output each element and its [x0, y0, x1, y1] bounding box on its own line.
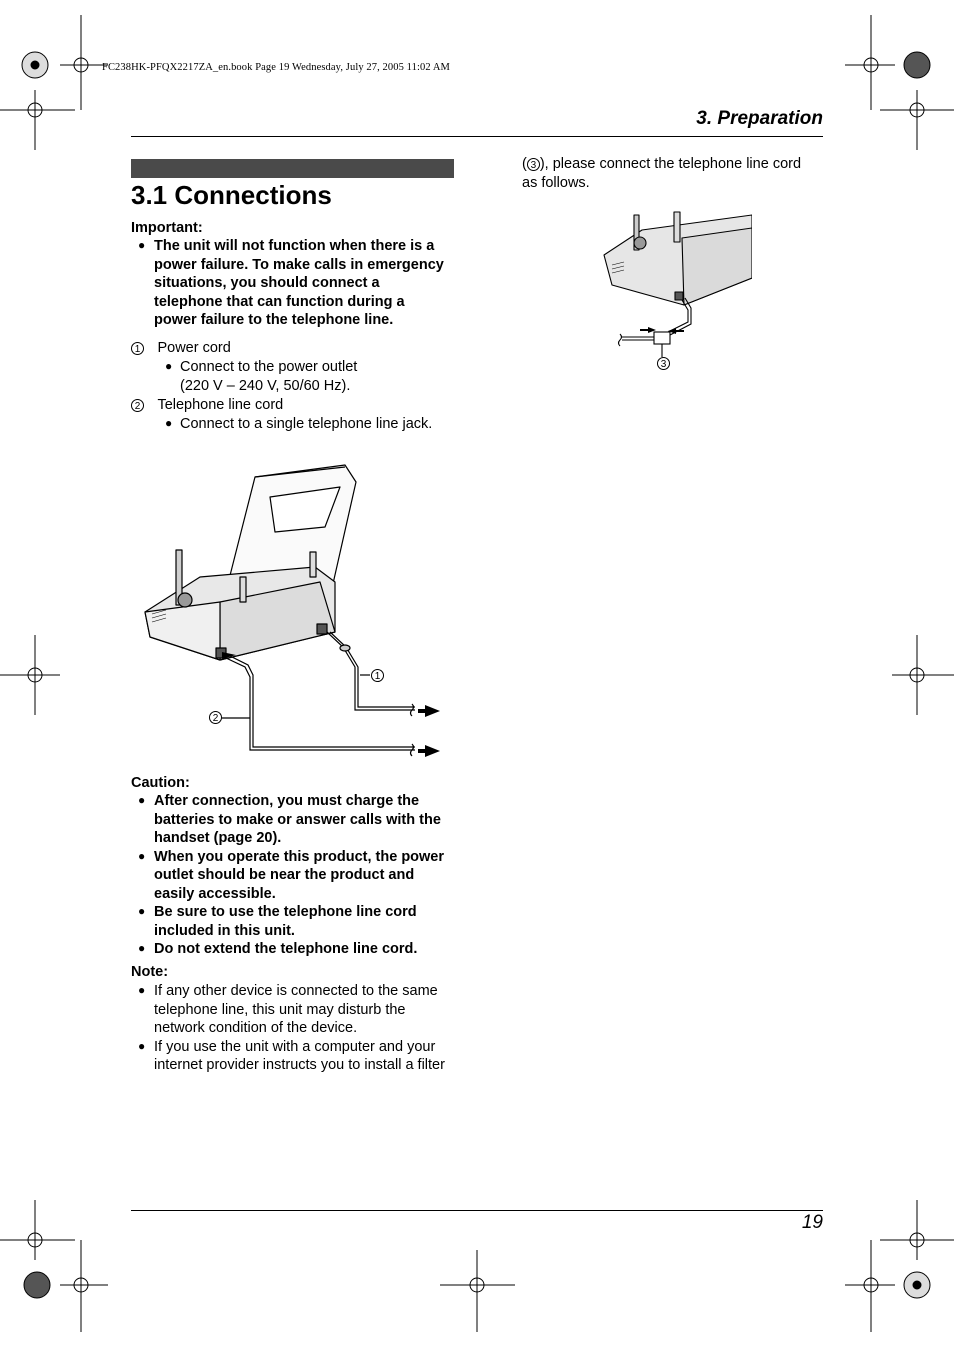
item-2 — [131, 396, 283, 415]
title-bar — [131, 159, 454, 178]
caution-item — [131, 940, 461, 959]
caution-item — [131, 848, 461, 904]
bullet-icon: ● — [138, 793, 146, 807]
callout-2: 2 — [209, 711, 222, 724]
footer-rule — [131, 1210, 823, 1211]
important-line: power failure. To make calls in emergency — [154, 256, 444, 273]
caution-line: Do not extend the telephone line cord. — [154, 941, 418, 957]
bullet-icon: ● — [138, 904, 146, 918]
bullet-icon: ● — [138, 941, 146, 955]
caution-line: After connection, you must charge the — [154, 793, 420, 809]
caution-line: When you operate this product, the power — [154, 848, 445, 865]
important-line: power failure to the telephone line. — [154, 312, 394, 328]
inline-number: 3 — [527, 158, 540, 171]
header-rule — [131, 136, 823, 137]
right-line-1-rest: ), please connect the telephone line cord — [539, 156, 802, 172]
caution-line: batteries to make or answer calls with the — [154, 811, 441, 828]
important-bullet: ● — [138, 238, 146, 252]
note-label: Note: — [131, 964, 169, 980]
caution-line: easily accessible. — [154, 885, 276, 902]
item-1-sub — [180, 358, 357, 395]
caution-label: Caution: — [131, 775, 190, 791]
caution-line: Be sure to use the telephone line cord — [154, 904, 417, 920]
note-line: network condition of the device. — [154, 1020, 358, 1036]
important-line: situations, you should connect a — [154, 275, 380, 291]
bullet-icon: ● — [138, 983, 146, 997]
item-sub-line: (220 V – 240 V, 50/60 Hz). — [180, 377, 351, 394]
caution-item — [131, 903, 461, 940]
right-line-1 — [522, 155, 801, 174]
item-number: 1 — [131, 342, 144, 355]
caution-line: included in this unit. — [154, 922, 295, 939]
filter-illustration — [602, 210, 752, 360]
note-item — [131, 1038, 461, 1075]
page-number: 19 — [801, 1212, 823, 1233]
item-2-sub: Connect to a single telephone line jack. — [180, 416, 433, 432]
note-line: internet provider instructs you to install a filter — [154, 1057, 445, 1073]
caution-item — [131, 792, 461, 848]
item-label: Power cord — [157, 340, 231, 356]
important-text — [154, 237, 444, 330]
important-label: Important: — [131, 220, 203, 236]
item-2-bullet: ● — [165, 416, 173, 430]
callout-3: 3 — [657, 357, 670, 370]
connections-illustration — [140, 462, 450, 762]
note-line: If any other device is connected to the same — [154, 983, 438, 999]
caution-line: outlet should be near the product and — [154, 867, 415, 883]
bullet-icon: ● — [138, 1038, 146, 1053]
item-number: 2 — [131, 399, 144, 412]
right-column-text — [522, 155, 801, 192]
note-line: If you use the unit with a computer and your — [154, 1038, 436, 1055]
item-sub-line: Connect to the power outlet — [180, 359, 358, 375]
item-1-bullet: ● — [165, 359, 173, 373]
caution-list — [131, 792, 461, 959]
right-line-2: as follows. — [522, 174, 590, 191]
callout-1: 1 — [371, 669, 384, 682]
section-header: 3. Preparation — [696, 108, 823, 129]
page-title: 3.1 Connections — [131, 180, 332, 210]
note-line: telephone line, this unit may disturb the — [154, 1001, 406, 1018]
important-line: The unit will not function when there is a — [154, 238, 435, 254]
item-label: Telephone line cord — [157, 397, 284, 413]
print-info: FC238HK-PFQX2217ZA_en.book Page 19 Wednesday, July 27, 2005 11:02 AM — [102, 62, 450, 73]
important-line: telephone that can function during a — [154, 293, 405, 310]
caution-line: handset (page 20). — [154, 830, 282, 846]
open-paren: ( — [522, 156, 527, 172]
note-item — [131, 982, 461, 1038]
note-list — [131, 982, 461, 1075]
item-1 — [131, 339, 231, 358]
bullet-icon: ● — [138, 848, 146, 863]
